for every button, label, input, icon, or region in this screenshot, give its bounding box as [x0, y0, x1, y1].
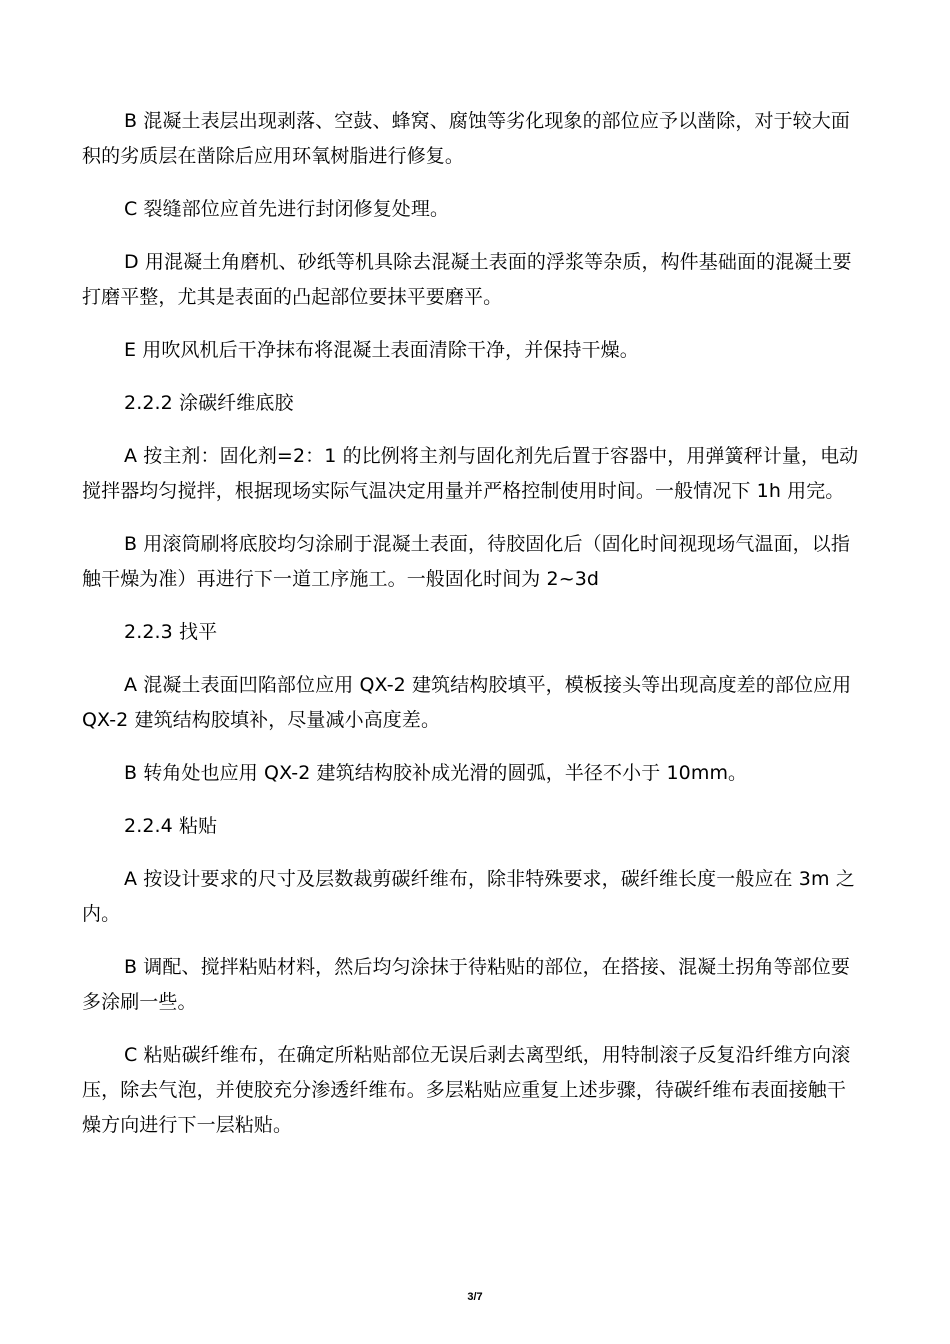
paragraph-cutting-fiber: A 按设计要求的尺寸及层数裁剪碳纤维布，除非特殊要求，碳纤维长度一般应在 3m 之内。 — [82, 868, 855, 925]
paragraph-grinding: D 用混凝土角磨机、砂纸等机具除去混凝土表面的浮浆等杂质，构件基础面的混凝土要打磨平整，尤其是表面的凸起部位要抹平要磨平。 — [82, 251, 852, 308]
paragraph-crack-sealing: C 裂缝部位应首先进行封闭修复处理。 — [124, 198, 450, 220]
paragraph-corner-rounding: B 转角处也应用 QX-2 建筑结构胶补成光滑的圆弧，半径不小于 10mm。 — [124, 762, 748, 784]
section-heading-primer: 2.2.2 涂碳纤维底胶 — [124, 392, 294, 414]
page-number: 3/7 — [467, 1291, 483, 1303]
paragraph-leveling-fill: A 混凝土表面凹陷部位应用 QX-2 建筑结构胶填平，模板接头等出现高度差的部位应用 QX-2 建筑结构胶填补，尽量减小高度差。 — [82, 674, 852, 731]
paragraph-primer-mixing: A 按主剂：固化剂=2：1 的比例将主剂与固化剂先后置于容器中，用弹簧秤计量，电动搅拌器均匀搅拌，根据现场实际气温决定用量并严格控制使用时间。一般情况下 1h 用完。 — [82, 445, 859, 502]
paragraph-primer-application: B 用滚筒刷将底胶均匀涂刷于混凝土表面，待胶固化后（固化时间视现场气温面，以指触干燥为准）再进行下一道工序施工。一般固化时间为 2~3d — [82, 533, 850, 590]
paragraph-mixing-adhesive: B 调配、搅拌粘贴材料，然后均匀涂抹于待粘贴的部位，在搭接、混凝土拐角等部位要多涂刷一些。 — [82, 956, 850, 1013]
paragraph-cleaning: E 用吹风机后干净抹布将混凝土表面清除干净，并保持干燥。 — [124, 339, 639, 361]
paragraph-applying-fiber: C 粘贴碳纤维布，在确定所粘贴部位无误后剥去离型纸，用特制滚子反复沿纤维方向滚压，除去气泡，并使胶充分渗透纤维布。多层粘贴应重复上述步骤，待碳纤维布表面接触干燥方向进行下一层粘贴。 — [82, 1044, 851, 1136]
section-heading-leveling: 2.2.3 找平 — [124, 621, 218, 643]
section-heading-bonding: 2.2.4 粘贴 — [124, 815, 218, 837]
document-body — [82, 104, 864, 1161]
paragraph-surface-removal: B 混凝土表层出现剥落、空鼓、蜂窝、腐蚀等劣化现象的部位应予以凿除，对于较大面积的劣质层在凿除后应用环氧树脂进行修复。 — [82, 110, 850, 167]
